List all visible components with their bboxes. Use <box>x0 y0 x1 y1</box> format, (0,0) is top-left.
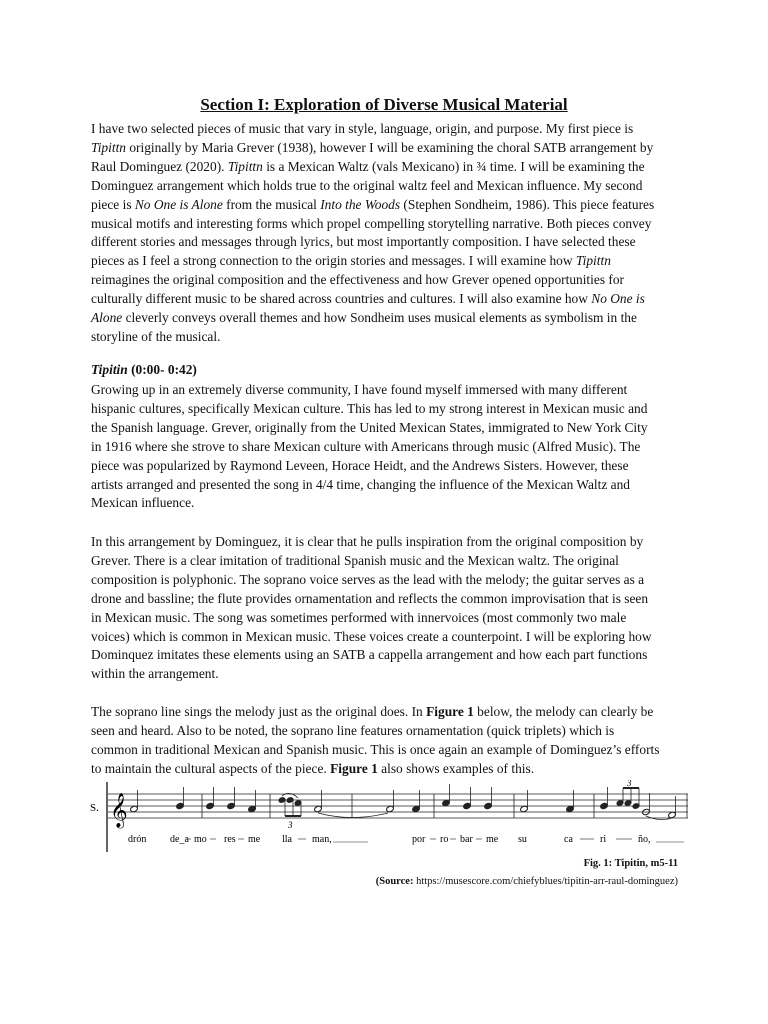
text-line: Dominquez imitates these elements using an SATB a cappella arrangement and how each part functions <box>91 647 648 663</box>
text: Raul Dominguez (2020). <box>91 158 228 174</box>
subheading-title: Tipitin <box>91 362 128 377</box>
text-line: in 1916 where she strove to share Mexican culture with Americans through music (Alfred Music). The <box>91 438 641 454</box>
text: from the musical <box>222 196 321 212</box>
subheading-timestamp: (0:00- 0:42) <box>127 362 197 377</box>
text: below, the melody can clearly be <box>473 704 654 719</box>
lyric-syllable: lla <box>282 834 292 845</box>
text: cleverly conveys overall themes and how Sondheim uses musical elements as symbolism in the <box>122 310 637 326</box>
figure-reference: Figure 1 <box>426 704 474 719</box>
text: originally by Maria Grever (1938), however I will be examining the choral SATB arrangement by <box>125 139 654 155</box>
piece-title-no-one-is-alone: Alone <box>91 310 123 326</box>
treble-clef-icon: 𝄞 <box>110 793 128 828</box>
text-line: composition is polyphonic. The soprano voice serves as the lead with the melody; the guitar serves as a <box>91 571 645 587</box>
text: Dominguez arrangement which holds true to the original waltz feel and Mexican influence. My second <box>91 177 643 193</box>
lyric-hyphens <box>186 839 684 842</box>
text: musical motifs and interesting forms which propel compelling storytelling narrative. Both pieces convey <box>91 215 652 231</box>
text: piece is <box>91 196 135 212</box>
lyrics-line <box>128 834 651 845</box>
piece-title-no-one-is-alone: No One is Alone <box>134 196 223 212</box>
lyric-syllable: por <box>412 834 426 845</box>
lyric-syllable: ca <box>564 834 573 845</box>
text: to maintain the cultural aspects of the piece. <box>91 760 331 776</box>
lyric-syllable: ro <box>440 834 449 845</box>
text-line: artists arranged and presented the song in 4/4 time, changing the influence of the Mexican Waltz and <box>91 476 630 492</box>
text: also shows examples of this. <box>377 760 535 776</box>
text: pieces as I feel a strong connection to the origin stories and messages. I will examine how <box>91 253 576 269</box>
text-line: Grever. There is a clear imitation of traditional Spanish music and the Mexican waltz. The original <box>91 552 619 568</box>
text-line: In this arrangement by Dominguez, it is clear that he pulls inspiration from the original composition by <box>91 534 644 549</box>
text: culturally different music to be shared across countries and cultures. I will also examine how <box>91 291 592 307</box>
figure-caption: Fig. 1: Tipitin, m5-11 <box>583 858 678 869</box>
lyric-syllable: de_a <box>170 834 189 845</box>
text: The soprano line sings the melody just as the original does. In <box>91 704 427 719</box>
music-score-figure <box>90 780 688 852</box>
text-line: hispanic cultures, specifically Mexican culture. This has led to my strong interest in Mexican music and <box>91 400 648 416</box>
text-line: within the arrangement. <box>91 666 219 682</box>
text-line: common in traditional Mexican and Spanish music. This is once again an example of Dominguez’s efforts <box>91 741 660 757</box>
figure-source <box>376 876 678 887</box>
musical-title-into-the-woods: Into the Woods <box>320 196 401 212</box>
text-line: the Spanish language. Grever, originally from the United Mexican States, immigrated to New York City <box>91 419 648 435</box>
piece-title-tipitin: Tipittn <box>575 253 611 269</box>
lyric-syllable: res <box>224 834 236 845</box>
triplet-marker: 3 <box>288 820 293 830</box>
lyric-syllable: man, <box>312 834 332 845</box>
text: storyline of the musical. <box>91 328 221 344</box>
text-line: voices) which is common in Mexican music. These voices create a counterpoint. I will be exploring how <box>91 628 652 644</box>
triplet-marker: 3 <box>627 780 632 788</box>
part-label: S. <box>90 802 99 814</box>
lyric-syllable: su <box>518 834 527 845</box>
text: different stories and messages through lyrics, but most importantly composition. I have selected these <box>91 234 636 250</box>
text: (Stephen Sondheim, 1986). This piece features <box>400 196 655 212</box>
text-line: seen and heard. Also to be noted, the soprano line features ornamentation (quick triplets) which is <box>91 722 615 738</box>
lyric-syllable: drón <box>128 834 147 845</box>
piece-title-no-one-is-alone: No One is <box>591 291 645 307</box>
text: is a Mexican Waltz (vals Mexicano) in ¾ time. I will be examining the <box>262 158 645 174</box>
figure-reference: Figure 1 <box>330 760 378 776</box>
text-line: Mexican influence. <box>91 495 195 511</box>
lyric-syllable: mo <box>194 834 207 845</box>
soprano-paragraph <box>91 703 687 779</box>
text: I have two selected pieces of music that vary in style, language, origin, and purpose. My first piece is <box>91 121 634 136</box>
arrangement-paragraph <box>91 533 687 684</box>
section-title: Section I: Exploration of Diverse Musical Material <box>200 95 568 114</box>
text: reimagines the original composition and the effectiveness and how Grever opened opportunities for <box>91 272 624 288</box>
lyric-syllable: ño, <box>638 834 651 845</box>
lyric-syllable: me <box>248 834 261 845</box>
lyric-syllable: bar <box>460 834 473 845</box>
ties-and-slurs <box>282 793 672 819</box>
intro-paragraph <box>91 120 687 347</box>
piece-title-tipitin: Tipittn <box>227 158 263 174</box>
text-line: Growing up in an extremely diverse community, I have found myself immersed with many different <box>91 382 628 397</box>
piece-title-tipitin: Tipittn <box>91 139 126 155</box>
lyric-syllable: ri <box>600 834 607 845</box>
text-line: drone and bassline; the flute provides ornamentation and reflects the common improvisation that is seen <box>91 590 649 606</box>
source-label: (Source: <box>375 876 414 887</box>
text-line: piece was popularized by Raymond Leveen, Horace Heidt, and the Andrews Sisters. However, these <box>91 457 629 473</box>
source-url: https://musescore.com/chiefyblues/tipitin-arr-raul-dominguez) <box>413 876 678 887</box>
lyric-syllable: me <box>486 834 499 845</box>
background-paragraph <box>91 381 687 513</box>
text-line: in Mexican music. The song was sometimes performed with innervoices (most commonly two male <box>91 609 627 625</box>
subheading-tipitin <box>91 361 197 379</box>
